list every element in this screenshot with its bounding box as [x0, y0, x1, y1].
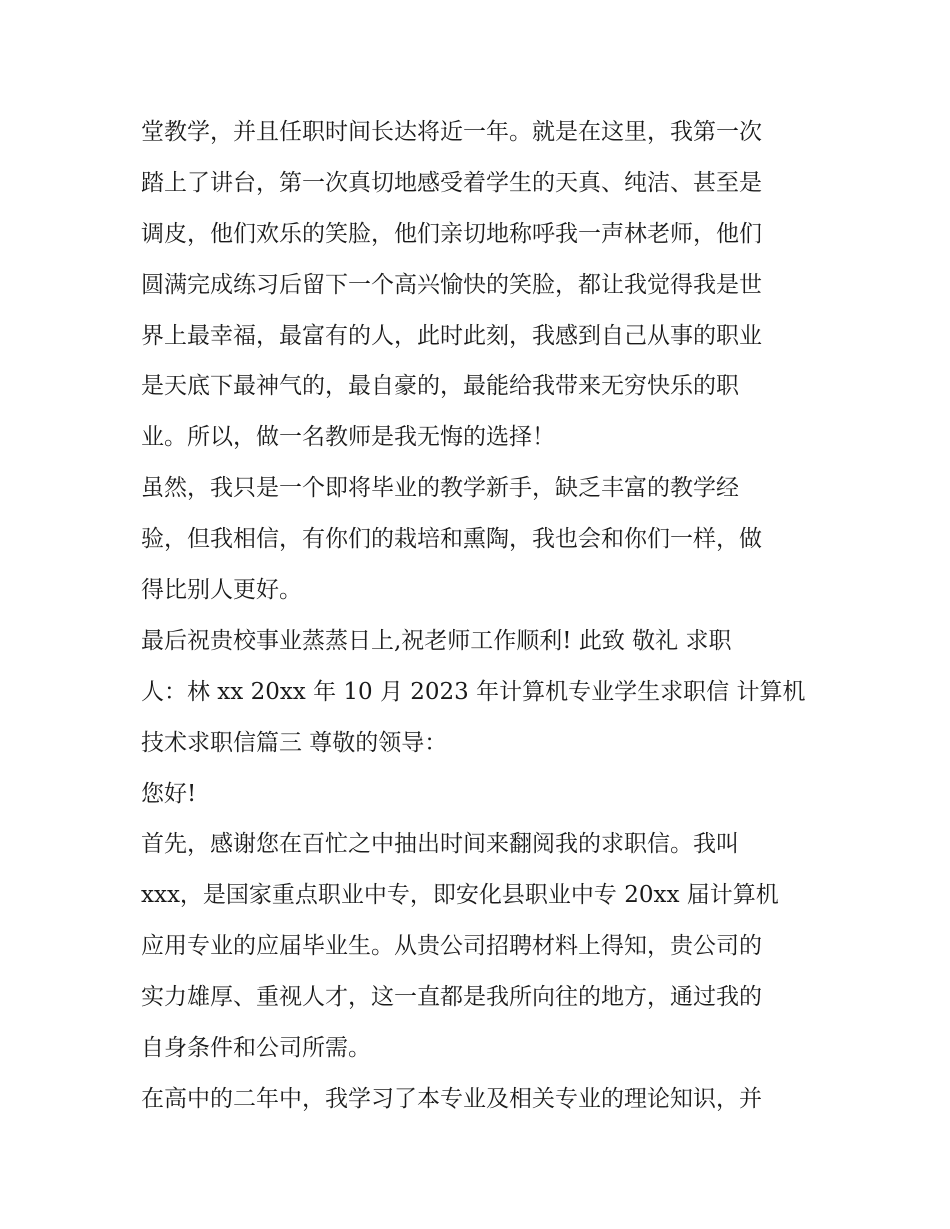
text-line: 在高中的二年中，我学习了本专业及相关专业的理论知识，并 — [141, 1085, 762, 1112]
text-line: 圆满完成练习后留下一个高兴愉快的笑脸，都让我觉得我是世 — [141, 271, 762, 298]
text-line: 首先，感谢您在百忙之中抽出时间来翻阅我的求职信。我叫 — [141, 831, 739, 858]
text-line: 最后祝贵校事业蒸蒸日上,祝老师工作顺利! 此致 敬礼 求职 — [141, 627, 732, 654]
text-line: 界上最幸福，最富有的人，此时此刻，我感到自己从事的职业 — [141, 322, 762, 349]
text-line: 人：林 xx 20xx 年 10 月 2023 年计算机专业学生求职信 计算机 — [141, 678, 806, 705]
text-line: 堂教学，并且任职时间长达将近一年。就是在这里，我第一次 — [141, 119, 762, 145]
text-line: 调皮，他们欢乐的笑脸，他们亲切地称呼我一声林老师，他们 — [141, 220, 762, 247]
text-line: 业。所以，做一名教师是我无悔的选择！ — [141, 424, 555, 451]
body-text — [141, 107, 831, 1125]
text-line: 得比别人更好。 — [141, 577, 302, 604]
text-line: 技术求职信篇三 尊敬的领导： — [141, 729, 448, 756]
text-line: 是天底下最神气的，最自豪的，最能给我带来无穷快乐的职 — [141, 373, 739, 400]
text-line: 踏上了讲台，第一次真切地感受着学生的天真、纯洁、甚至是 — [141, 169, 762, 196]
text-line: 虽然，我只是一个即将毕业的教学新手，缺乏丰富的教学经 — [141, 475, 739, 502]
text-line: 验，但我相信，有你们的栽培和熏陶，我也会和你们一样，做 — [141, 526, 762, 553]
text-line: 应用专业的应届毕业生。从贵公司招聘材料上得知，贵公司的 — [141, 933, 762, 960]
text-line: 实力雄厚、重视人才，这一直都是我所向往的地方，通过我的 — [141, 984, 762, 1011]
text-line: 您好! — [141, 780, 197, 807]
text-line: 自身条件和公司所需。 — [141, 1035, 371, 1062]
text-line: xxx，是国家重点职业中专，即安化县职业中专 20xx 届计算机 — [141, 882, 779, 909]
